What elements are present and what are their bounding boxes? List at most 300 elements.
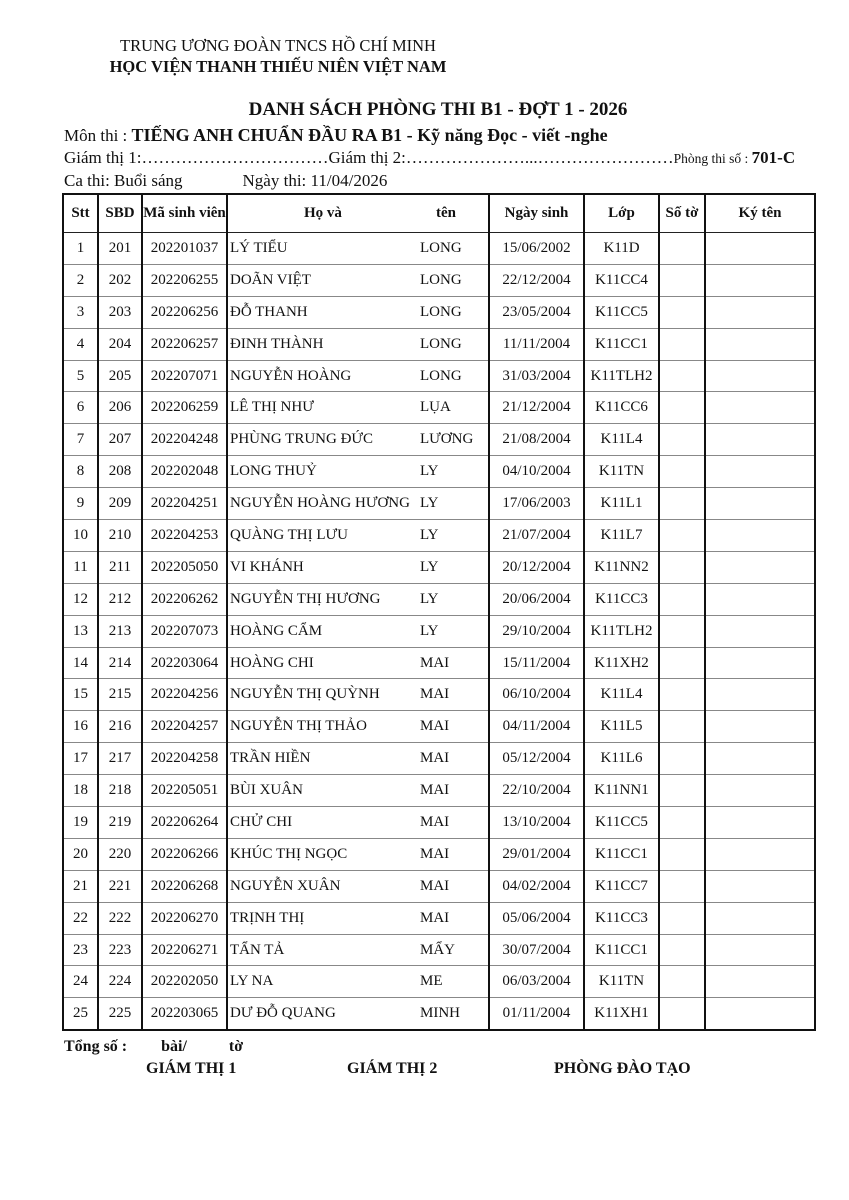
cell-student-id: 202201037 <box>142 233 227 265</box>
cell-class: K11CC1 <box>584 328 659 360</box>
cell-dob: 29/10/2004 <box>489 615 584 647</box>
cell-signature[interactable] <box>705 679 815 711</box>
col-header-class: Lớp <box>584 194 659 233</box>
session-label: Ca thi: Buổi sáng <box>64 171 183 190</box>
cell-stt: 4 <box>63 328 98 360</box>
cell-stt: 2 <box>63 264 98 296</box>
cell-stt: 20 <box>63 838 98 870</box>
cell-class: K11TLH2 <box>584 615 659 647</box>
cell-sbd: 210 <box>98 520 142 552</box>
cell-stt: 10 <box>63 520 98 552</box>
cell-given-name: LONG <box>420 303 462 320</box>
cell-sheets[interactable] <box>659 392 705 424</box>
page-title: DANH SÁCH PHÒNG THI B1 - ĐỢT 1 - 2026 <box>248 99 628 120</box>
cell-sbd: 203 <box>98 296 142 328</box>
cell-class: K11CC6 <box>584 392 659 424</box>
cell-signature[interactable] <box>705 807 815 839</box>
cell-class: K11NN1 <box>584 775 659 807</box>
cell-stt: 13 <box>63 615 98 647</box>
cell-signature[interactable] <box>705 264 815 296</box>
cell-surname: ĐỖ THANH <box>230 303 308 320</box>
cell-sbd: 219 <box>98 807 142 839</box>
cell-signature[interactable] <box>705 551 815 583</box>
cell-stt: 1 <box>63 233 98 265</box>
cell-student-id: 202203064 <box>142 647 227 679</box>
cell-sheets[interactable] <box>659 615 705 647</box>
cell-dob: 15/11/2004 <box>489 647 584 679</box>
cell-dob: 05/06/2004 <box>489 902 584 934</box>
cell-class: K11CC3 <box>584 583 659 615</box>
cell-sheets[interactable] <box>659 966 705 998</box>
cell-surname: NGUYỄN XUÂN <box>230 877 341 894</box>
cell-given-name: LONG <box>420 335 462 352</box>
cell-student-id: 202204256 <box>142 679 227 711</box>
table-row <box>63 488 815 520</box>
cell-given-name: LY <box>420 495 439 512</box>
cell-given-name: MAI <box>420 654 450 671</box>
cell-given-name: MAI <box>420 814 450 831</box>
cell-class: K11TN <box>584 966 659 998</box>
cell-dob: 22/10/2004 <box>489 775 584 807</box>
cell-surname: LÝ TIỂU <box>230 240 288 256</box>
cell-stt: 3 <box>63 296 98 328</box>
cell-full-name <box>227 615 489 647</box>
cell-full-name <box>227 296 489 328</box>
cell-sheets[interactable] <box>659 424 705 456</box>
cell-surname: LONG THUỶ <box>230 463 317 480</box>
cell-student-id: 202206262 <box>142 583 227 615</box>
room-number: 701-C <box>751 148 796 167</box>
cell-dob: 29/01/2004 <box>489 838 584 870</box>
total-papers-label: bài/ <box>161 1038 187 1055</box>
cell-stt: 7 <box>63 424 98 456</box>
cell-stt: 25 <box>63 998 98 1030</box>
cell-surname: HOÀNG CẨM <box>230 622 323 639</box>
cell-surname: LY NA <box>230 973 274 990</box>
cell-full-name <box>227 520 489 552</box>
cell-given-name: LƯƠNG <box>420 431 474 448</box>
cell-dob: 17/06/2003 <box>489 488 584 520</box>
cell-given-name: LONG <box>420 271 462 288</box>
cell-given-name: MINH <box>420 1005 460 1022</box>
col-header-stt: Stt <box>63 194 98 233</box>
cell-given-name: LY <box>420 463 439 480</box>
cell-student-id: 202204251 <box>142 488 227 520</box>
subject-line <box>64 125 608 146</box>
cell-full-name <box>227 966 489 998</box>
cell-sheets[interactable] <box>659 711 705 743</box>
cell-sbd: 204 <box>98 328 142 360</box>
cell-class: K11TN <box>584 456 659 488</box>
table-row <box>63 424 815 456</box>
cell-student-id: 202206270 <box>142 902 227 934</box>
cell-class: K11CC7 <box>584 870 659 902</box>
cell-sheets[interactable] <box>659 998 705 1030</box>
cell-sheets[interactable] <box>659 328 705 360</box>
cell-surname: QUÀNG THỊ LƯU <box>230 527 349 544</box>
cell-class: K11L1 <box>584 488 659 520</box>
col-header-student-id: Mã sinh viên <box>142 194 227 233</box>
cell-signature[interactable] <box>705 838 815 870</box>
cell-class: K11L4 <box>584 679 659 711</box>
cell-dob: 01/11/2004 <box>489 998 584 1030</box>
table-row <box>63 902 815 934</box>
cell-full-name <box>227 679 489 711</box>
cell-given-name: ME <box>420 973 443 990</box>
table-row <box>63 711 815 743</box>
cell-student-id: 202206264 <box>142 807 227 839</box>
cell-class: K11L6 <box>584 743 659 775</box>
cell-full-name <box>227 902 489 934</box>
total-line <box>64 1038 243 1056</box>
cell-given-name: MẨY <box>420 941 456 958</box>
cell-stt: 9 <box>63 488 98 520</box>
cell-sheets[interactable] <box>659 934 705 966</box>
cell-full-name <box>227 998 489 1030</box>
cell-sbd: 212 <box>98 583 142 615</box>
cell-signature[interactable] <box>705 456 815 488</box>
cell-signature[interactable] <box>705 488 815 520</box>
table-row <box>63 807 815 839</box>
cell-signature[interactable] <box>705 520 815 552</box>
table-row <box>63 296 815 328</box>
cell-surname: NGUYỄN HOÀNG HƯƠNG <box>230 495 410 512</box>
cell-signature[interactable] <box>705 870 815 902</box>
exam-date: Ngày thi: 11/04/2026 <box>242 171 388 190</box>
cell-student-id: 202206259 <box>142 392 227 424</box>
cell-student-id: 202202048 <box>142 456 227 488</box>
cell-dob: 11/11/2004 <box>489 328 584 360</box>
cell-sheets[interactable] <box>659 838 705 870</box>
cell-class: K11CC4 <box>584 264 659 296</box>
room-label: Phòng thi số : <box>673 151 752 166</box>
col-header-sheets: Số tờ <box>659 194 705 233</box>
cell-sbd: 217 <box>98 743 142 775</box>
cell-stt: 18 <box>63 775 98 807</box>
cell-surname: HOÀNG CHI <box>230 654 314 671</box>
cell-surname: PHÙNG TRUNG ĐỨC <box>230 431 374 448</box>
proctor-line <box>64 148 795 168</box>
cell-stt: 8 <box>63 456 98 488</box>
cell-full-name <box>227 551 489 583</box>
cell-dob: 06/03/2004 <box>489 966 584 998</box>
cell-surname: NGUYỄN HOÀNG <box>230 367 352 384</box>
cell-surname: NGUYỄN THỊ THẢO <box>230 718 367 735</box>
cell-dob: 13/10/2004 <box>489 807 584 839</box>
cell-student-id: 202206268 <box>142 870 227 902</box>
cell-full-name <box>227 233 489 265</box>
cell-given-name: MAI <box>420 718 450 735</box>
table-row <box>63 615 815 647</box>
cell-sbd: 206 <box>98 392 142 424</box>
total-sheets-label: tờ <box>228 1038 244 1055</box>
cell-signature[interactable] <box>705 615 815 647</box>
cell-sheets[interactable] <box>659 870 705 902</box>
cell-full-name <box>227 456 489 488</box>
cell-student-id: 202204248 <box>142 424 227 456</box>
cell-dob: 20/06/2004 <box>489 583 584 615</box>
table-row <box>63 328 815 360</box>
cell-signature[interactable] <box>705 743 815 775</box>
cell-given-name: MAI <box>420 782 450 799</box>
cell-sbd: 202 <box>98 264 142 296</box>
cell-sbd: 222 <box>98 902 142 934</box>
cell-stt: 12 <box>63 583 98 615</box>
cell-signature[interactable] <box>705 998 815 1030</box>
col-header-sbd: SBD <box>98 194 142 233</box>
cell-sheets[interactable] <box>659 902 705 934</box>
cell-student-id: 202203065 <box>142 998 227 1030</box>
cell-signature[interactable] <box>705 360 815 392</box>
subject-label: Môn thi : <box>64 126 132 145</box>
cell-class: K11L7 <box>584 520 659 552</box>
cell-sbd: 207 <box>98 424 142 456</box>
cell-student-id: 202206255 <box>142 264 227 296</box>
cell-class: K11L4 <box>584 424 659 456</box>
cell-class: K11CC5 <box>584 296 659 328</box>
cell-class: K11D <box>584 233 659 265</box>
cell-signature[interactable] <box>705 711 815 743</box>
cell-surname: DOÃN VIỆT <box>230 271 311 288</box>
cell-student-id: 202205051 <box>142 775 227 807</box>
cell-surname: LÊ THỊ NHƯ <box>230 399 314 416</box>
cell-given-name: LY <box>420 527 439 544</box>
cell-full-name <box>227 360 489 392</box>
cell-sbd: 221 <box>98 870 142 902</box>
cell-sbd: 208 <box>98 456 142 488</box>
cell-sbd: 223 <box>98 934 142 966</box>
cell-signature[interactable] <box>705 934 815 966</box>
cell-dob: 21/07/2004 <box>489 520 584 552</box>
cell-class: K11CC1 <box>584 838 659 870</box>
cell-sheets[interactable] <box>659 775 705 807</box>
cell-student-id: 202204257 <box>142 711 227 743</box>
cell-surname: KHÚC THỊ NGỌC <box>230 845 348 862</box>
org-line-2: HỌC VIỆN THANH THIẾU NIÊN VIỆT NAM <box>109 57 447 76</box>
table-row <box>63 743 815 775</box>
cell-full-name <box>227 328 489 360</box>
cell-class: K11L5 <box>584 711 659 743</box>
cell-sbd: 214 <box>98 647 142 679</box>
cell-sbd: 215 <box>98 679 142 711</box>
cell-sheets[interactable] <box>659 233 705 265</box>
table-row <box>63 998 815 1030</box>
table-row <box>63 392 815 424</box>
cell-signature[interactable] <box>705 233 815 265</box>
cell-surname: TRỊNH THỊ <box>230 909 305 926</box>
cell-signature[interactable] <box>705 583 815 615</box>
cell-full-name <box>227 583 489 615</box>
cell-sbd: 218 <box>98 775 142 807</box>
cell-stt: 21 <box>63 870 98 902</box>
cell-sbd: 211 <box>98 551 142 583</box>
cell-sheets[interactable] <box>659 360 705 392</box>
table-row <box>63 264 815 296</box>
table-row <box>63 870 815 902</box>
col-header-surname: Họ và <box>304 205 342 221</box>
cell-stt: 14 <box>63 647 98 679</box>
cell-signature[interactable] <box>705 392 815 424</box>
cell-stt: 15 <box>63 679 98 711</box>
cell-full-name <box>227 934 489 966</box>
cell-dob: 31/03/2004 <box>489 360 584 392</box>
cell-given-name: LONG <box>420 240 462 256</box>
cell-sheets[interactable] <box>659 807 705 839</box>
table-row <box>63 838 815 870</box>
col-header-given-name: tên <box>436 205 456 221</box>
cell-dob: 20/12/2004 <box>489 551 584 583</box>
cell-signature[interactable] <box>705 775 815 807</box>
cell-student-id: 202205050 <box>142 551 227 583</box>
cell-full-name <box>227 743 489 775</box>
cell-given-name: MAI <box>420 845 450 862</box>
cell-dob: 21/12/2004 <box>489 392 584 424</box>
cell-sbd: 220 <box>98 838 142 870</box>
cell-given-name: MAI <box>420 909 450 926</box>
cell-surname: TẨN TẢ <box>230 941 285 958</box>
cell-dob: 23/05/2004 <box>489 296 584 328</box>
cell-given-name: LY <box>420 622 439 639</box>
cell-full-name <box>227 807 489 839</box>
cell-stt: 17 <box>63 743 98 775</box>
cell-sbd: 213 <box>98 615 142 647</box>
cell-sbd: 224 <box>98 966 142 998</box>
cell-sheets[interactable] <box>659 551 705 583</box>
cell-signature[interactable] <box>705 296 815 328</box>
cell-sheets[interactable] <box>659 743 705 775</box>
student-roster-table <box>62 193 816 1031</box>
table-row <box>63 679 815 711</box>
cell-dob: 21/08/2004 <box>489 424 584 456</box>
cell-stt: 24 <box>63 966 98 998</box>
cell-sbd: 201 <box>98 233 142 265</box>
cell-sheets[interactable] <box>659 296 705 328</box>
cell-stt: 16 <box>63 711 98 743</box>
cell-full-name <box>227 392 489 424</box>
cell-surname: NGUYỄN THỊ QUỲNH <box>230 686 380 703</box>
cell-stt: 22 <box>63 902 98 934</box>
session-line <box>64 171 387 191</box>
signature-training-office: PHÒNG ĐÀO TẠO <box>554 1060 691 1077</box>
cell-full-name <box>227 424 489 456</box>
cell-signature[interactable] <box>705 966 815 998</box>
cell-full-name <box>227 711 489 743</box>
cell-dob: 15/06/2002 <box>489 233 584 265</box>
cell-class: K11TLH2 <box>584 360 659 392</box>
table-row <box>63 233 815 265</box>
cell-surname: VI KHÁNH <box>230 558 304 575</box>
cell-stt: 19 <box>63 807 98 839</box>
cell-class: K11XH1 <box>584 998 659 1030</box>
cell-given-name: LY <box>420 590 439 607</box>
cell-full-name <box>227 838 489 870</box>
cell-sbd: 205 <box>98 360 142 392</box>
cell-stt: 6 <box>63 392 98 424</box>
cell-student-id: 202202050 <box>142 966 227 998</box>
signature-proctor-2: GIÁM THỊ 2 <box>347 1060 438 1077</box>
table-row <box>63 966 815 998</box>
cell-dob: 04/02/2004 <box>489 870 584 902</box>
table-header-row <box>63 194 815 233</box>
col-header-full-name <box>227 194 489 233</box>
cell-dob: 04/10/2004 <box>489 456 584 488</box>
cell-full-name <box>227 870 489 902</box>
cell-given-name: LY <box>420 558 439 575</box>
cell-student-id: 202206256 <box>142 296 227 328</box>
cell-dob: 04/11/2004 <box>489 711 584 743</box>
cell-signature[interactable] <box>705 424 815 456</box>
cell-given-name: MAI <box>420 686 450 703</box>
cell-surname: DƯ ĐỖ QUANG <box>230 1005 336 1022</box>
cell-surname: ĐINH THÀNH <box>230 335 324 352</box>
cell-stt: 23 <box>63 934 98 966</box>
table-row <box>63 551 815 583</box>
cell-class: K11XH2 <box>584 647 659 679</box>
cell-student-id: 202206271 <box>142 934 227 966</box>
cell-sbd: 225 <box>98 998 142 1030</box>
cell-class: K11NN2 <box>584 551 659 583</box>
cell-student-id: 202207073 <box>142 615 227 647</box>
cell-given-name: LỤA <box>420 399 451 416</box>
cell-dob: 30/07/2004 <box>489 934 584 966</box>
table-row <box>63 520 815 552</box>
cell-sheets[interactable] <box>659 647 705 679</box>
cell-sheets[interactable] <box>659 456 705 488</box>
cell-signature[interactable] <box>705 902 815 934</box>
cell-dob: 22/12/2004 <box>489 264 584 296</box>
cell-sbd: 216 <box>98 711 142 743</box>
table-row <box>63 583 815 615</box>
col-header-signature: Ký tên <box>705 194 815 233</box>
cell-sheets[interactable] <box>659 679 705 711</box>
cell-surname: NGUYỄN THỊ HƯƠNG <box>230 590 381 607</box>
cell-surname: BÙI XUÂN <box>230 782 303 799</box>
cell-signature[interactable] <box>705 328 815 360</box>
cell-class: K11CC1 <box>584 934 659 966</box>
signature-proctor-1: GIÁM THỊ 1 <box>146 1060 237 1077</box>
proctor-2-field: Giám thị 2:…………………...…………………… <box>328 148 674 167</box>
cell-sheets[interactable] <box>659 520 705 552</box>
cell-given-name: MAI <box>420 750 450 767</box>
cell-student-id: 202204258 <box>142 743 227 775</box>
cell-full-name <box>227 647 489 679</box>
cell-student-id: 202204253 <box>142 520 227 552</box>
cell-surname: TRẦN HIỀN <box>230 750 311 767</box>
cell-stt: 5 <box>63 360 98 392</box>
cell-student-id: 202206266 <box>142 838 227 870</box>
table-row <box>63 647 815 679</box>
cell-student-id: 202207071 <box>142 360 227 392</box>
cell-stt: 11 <box>63 551 98 583</box>
cell-student-id: 202206257 <box>142 328 227 360</box>
cell-dob: 06/10/2004 <box>489 679 584 711</box>
table-row <box>63 456 815 488</box>
total-label: Tổng số : <box>64 1038 128 1055</box>
cell-sheets[interactable] <box>659 488 705 520</box>
cell-full-name <box>227 488 489 520</box>
cell-full-name <box>227 264 489 296</box>
cell-surname: CHỬ CHI <box>230 814 293 831</box>
cell-signature[interactable] <box>705 647 815 679</box>
cell-class: K11CC3 <box>584 902 659 934</box>
cell-sheets[interactable] <box>659 264 705 296</box>
cell-given-name: MAI <box>420 877 450 894</box>
cell-sheets[interactable] <box>659 583 705 615</box>
subject-value: TIẾNG ANH CHUẨN ĐẦU RA B1 - Kỹ năng Đọc - viết -nghe <box>131 125 608 145</box>
proctor-1-field: Giám thị 1:…………………………… <box>64 148 329 167</box>
table-row <box>63 934 815 966</box>
org-line-1: TRUNG ƯƠNG ĐOÀN TNCS HỒ CHÍ MINH <box>120 36 436 55</box>
